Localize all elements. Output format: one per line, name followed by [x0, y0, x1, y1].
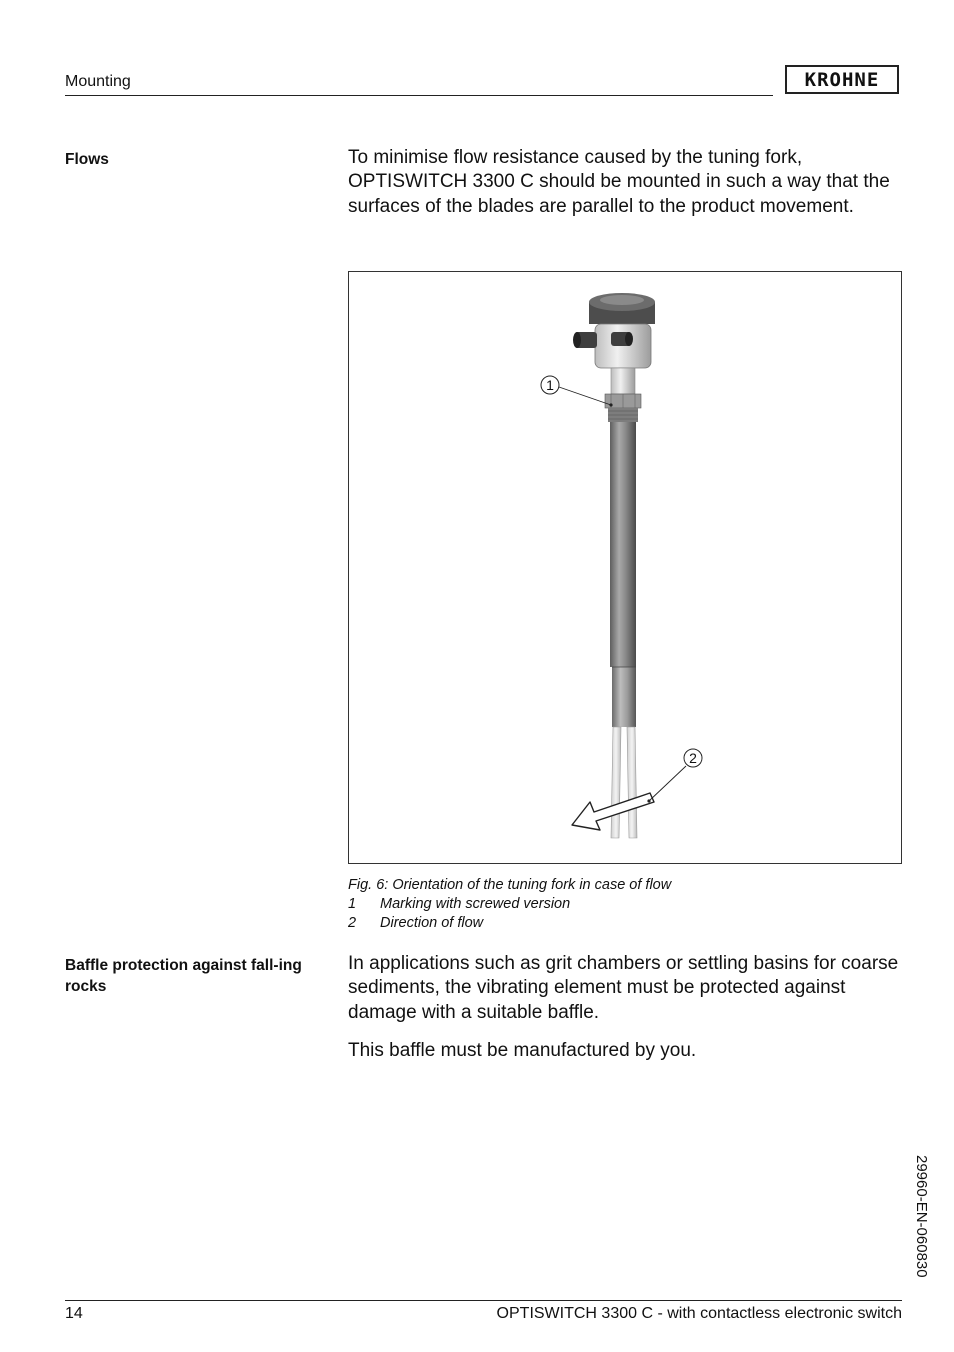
baffle-heading: Baffle protection against fall-ing rocks	[65, 957, 302, 995]
tuning-fork-illustration	[349, 272, 901, 863]
extension-tube	[610, 422, 636, 667]
header-section-label: Mounting	[65, 73, 131, 90]
page-number: 14	[65, 1305, 83, 1322]
callout-1	[541, 376, 613, 407]
baffle-paragraph-2: This baffle must be manufactured by you.	[348, 1040, 697, 1061]
housing-neck	[611, 368, 635, 394]
legend-number: 2	[348, 915, 357, 931]
flows-heading: Flows	[65, 151, 109, 168]
krohne-logo: KROHNE	[785, 65, 899, 94]
header-rule	[65, 95, 773, 96]
fork-blades	[611, 727, 637, 838]
legend-item	[348, 895, 570, 914]
lower-tube	[612, 667, 636, 727]
baffle-paragraph-1: In applications such as grit chambers or settling basins for coarse sediments, the vibrating element must be protected against damage with a suitable baffle.	[348, 953, 899, 1023]
callout-1-label: 1	[546, 377, 554, 393]
footer-document-title: OPTISWITCH 3300 C - with contactless electronic switch	[496, 1305, 902, 1322]
figure-frame	[348, 271, 902, 864]
legend-number: 1	[348, 896, 357, 912]
callout-2	[647, 749, 702, 803]
legend-text: Marking with screwed version	[380, 896, 571, 912]
legend-item	[348, 914, 483, 933]
legend-text: Direction of flow	[380, 915, 484, 931]
housing-lid	[589, 293, 655, 324]
document-code: 29960-EN-060830	[913, 1155, 930, 1278]
figure-caption: Fig. 6: Orientation of the tuning fork in case of flow	[348, 877, 672, 893]
callout-2-label: 2	[689, 750, 697, 766]
flows-paragraph: To minimise flow resistance caused by the tuning fork, OPTISWITCH 3300 C should be mounted in such a way that the surfaces of the blades are parallel to the product movement.	[348, 147, 890, 217]
footer-rule	[65, 1300, 902, 1301]
process-fitting	[605, 394, 641, 422]
